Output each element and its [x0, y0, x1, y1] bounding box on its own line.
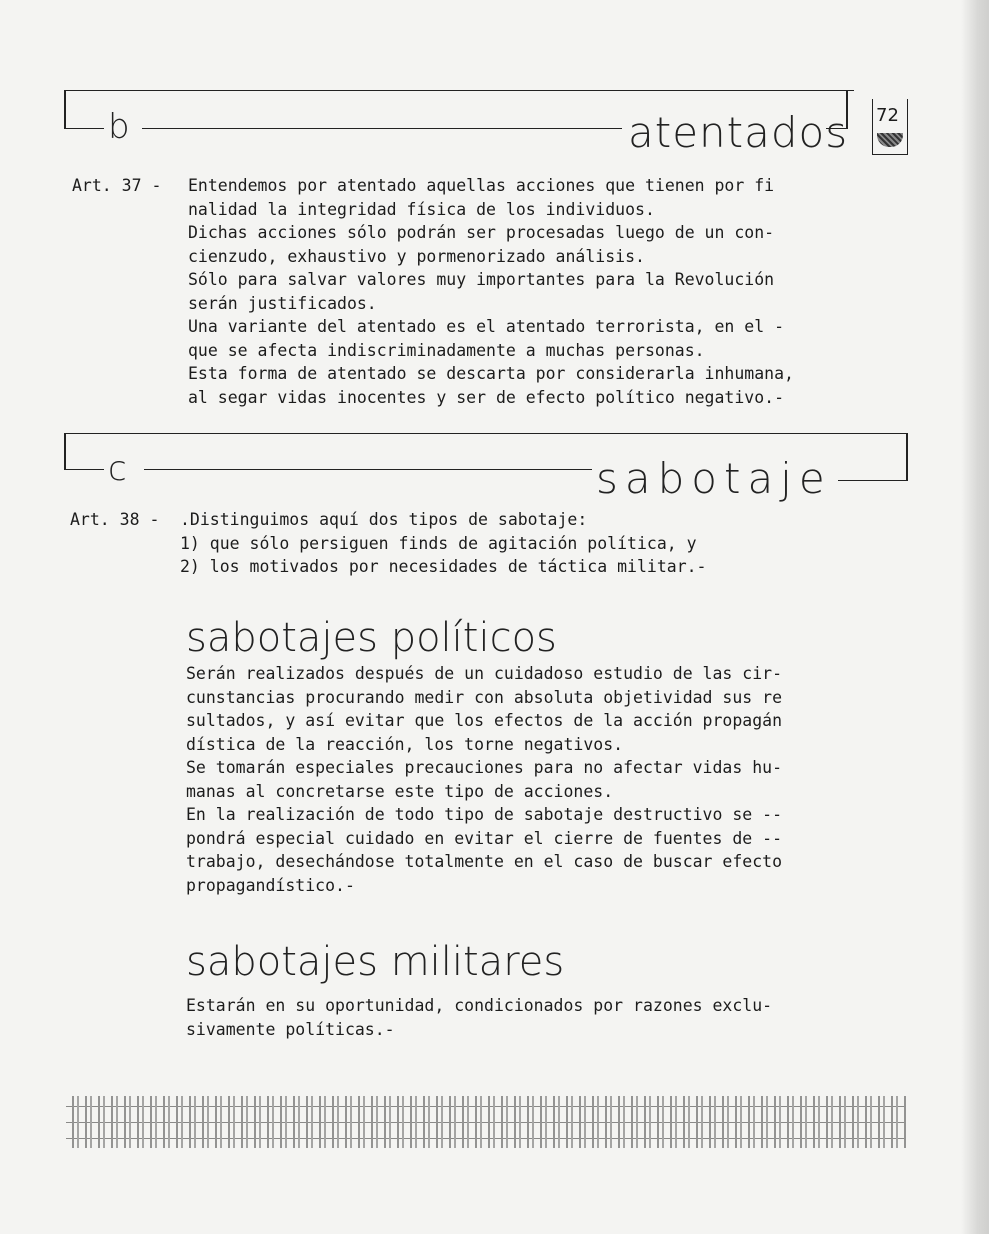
article-paragraph: .Distinguimos aquí dos tipos de sabotaje: 1) que sólo persiguen finds de agitación política, y 2) los motivados por necesidades de táctica militar.- — [180, 510, 707, 576]
article-paragraph: Estarán en su oportunidad, condicionados por razones exclu- sivamente políticas.- — [186, 996, 773, 1039]
article-paragraph: Se tomarán especiales precauciones para no afectar vidas hu- manas al concretarse este tipo de acciones. — [186, 758, 783, 801]
article-paragraph: Una variante del atentado es el atentado terrorista, en el - que se afecta indiscriminadamente a muchas personas. — [188, 317, 785, 360]
article-paragraph: Sólo para salvar valores muy importantes para la Revolución serán justificados. — [188, 270, 775, 313]
section-rule-right — [838, 480, 908, 481]
article-label: Art. 38 - — [70, 510, 160, 529]
section-title: atentados — [628, 108, 849, 157]
article-paragraph: Esta forma de atentado se descarta por considerarla inhumana, al segar vidas inocentes y ser de efecto político negativo.- — [188, 364, 794, 407]
section-bracket-top — [64, 433, 908, 434]
page-number: 72 — [876, 105, 899, 126]
article-paragraph: En la realización de todo tipo de sabotaje destructivo se -- pondrá especial cuidado en evitar el cierre de fuentes de -- trabajo, desechándose totalmente en el caso de buscar efecto propagandístico.- — [186, 805, 783, 895]
section-bracket-right — [846, 90, 848, 129]
section-letter: c — [108, 449, 127, 489]
page-edge-shadow — [961, 0, 989, 1234]
article-paragraph: Dichas acciones sólo podrán ser procesadas luego de un con- cienzudo, exhaustivo y pormenorizado análisis. — [188, 223, 775, 266]
section-rule-left — [64, 128, 104, 129]
section-bracket-right — [906, 433, 908, 481]
page-number-stamp — [877, 133, 903, 147]
section-rule-right — [826, 128, 846, 129]
typed-border-pattern — [66, 1096, 906, 1148]
article-paragraph: Entendemos por atentado aquellas acciones que tienen por fi nalidad la integridad física de los individuos. — [188, 176, 775, 219]
section-rule-middle — [142, 128, 622, 129]
section-bracket-left — [64, 433, 66, 469]
page-number-box — [872, 99, 908, 155]
article-label: Art. 37 - — [72, 176, 162, 195]
section-title: sabotaje — [596, 454, 832, 503]
section-rule-left — [64, 469, 104, 470]
subsection-heading: sabotajes políticos — [186, 615, 557, 661]
article-paragraph: Serán realizados después de un cuidadoso estudio de las cir- cunstancias procurando medir con absoluta objetividad sus re sultados, y así evitar que los efectos de la acción propagán dística de la reacción, los torne negativos. — [186, 664, 783, 754]
section-bracket-top — [64, 90, 854, 91]
subsection-heading: sabotajes militares — [186, 939, 565, 985]
section-rule-middle — [144, 469, 592, 470]
section-bracket-left — [64, 90, 66, 128]
section-letter: b — [108, 107, 130, 147]
